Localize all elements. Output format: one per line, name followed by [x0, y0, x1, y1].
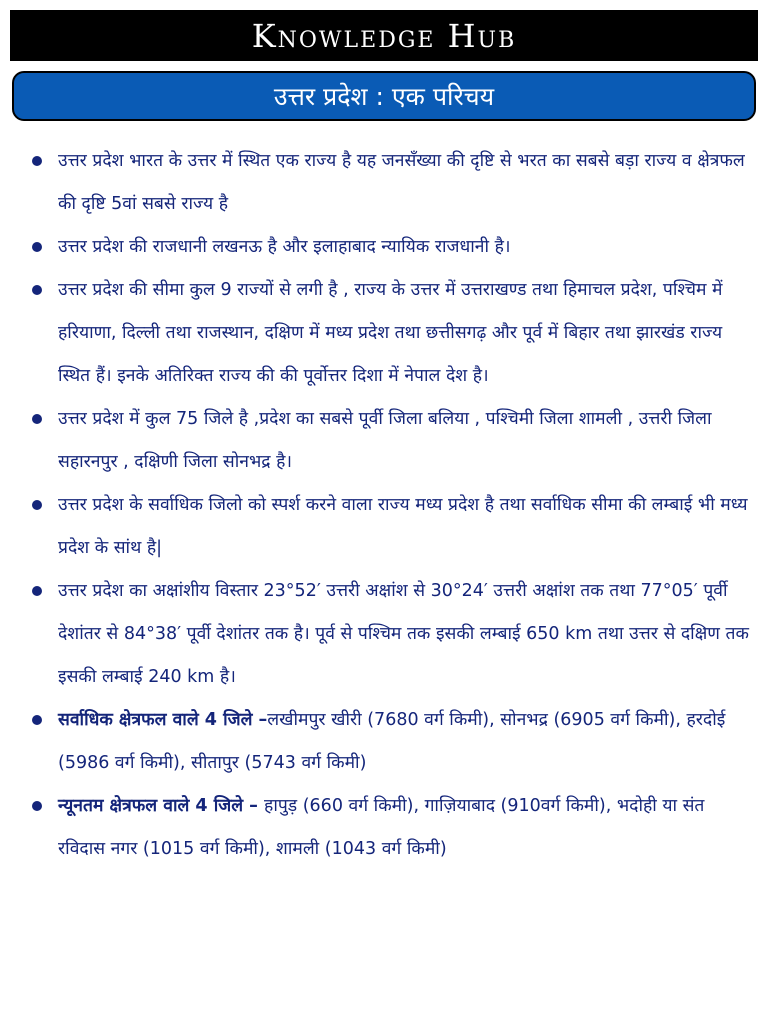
list-item [30, 785, 750, 871]
item-text: हापुड़ (660 वर्ग किमी), गाज़ियाबाद (910वर्ग किमी), भदोही या संत रविदास नगर (1015 वर्ग किमी), शामली (1043 वर्ग किमी) [58, 796, 705, 859]
bullet-icon [32, 156, 42, 166]
item-heading: सर्वाधिक क्षेत्रफल वाले 4 जिले – [58, 710, 268, 730]
bullet-icon [32, 801, 42, 811]
item-text: उत्तर प्रदेश भारत के उत्तर में स्थित एक राज्य है यह जनसँख्या की दृष्टि से भरत का सबसे बड़ा राज्य व क्षेत्रफल की दृष्टि 5वां सबसे राज्य है [58, 151, 745, 214]
fact-list [30, 140, 750, 871]
bullet-icon [32, 285, 42, 295]
bullet-icon [32, 586, 42, 596]
header-bar [10, 10, 758, 61]
bullet-icon [32, 414, 42, 424]
item-text: लखीमपुर खीरी (7680 वर्ग किमी), सोनभद्र (6905 वर्ग किमी), हरदोई (5986 वर्ग किमी), सीतापुर (5743 वर्ग किमी) [58, 710, 726, 773]
list-item [30, 484, 750, 570]
list-item [30, 699, 750, 785]
list-item [30, 570, 750, 699]
header-title: Knowledge Hub [251, 16, 517, 55]
bullet-icon [32, 242, 42, 252]
list-item [30, 269, 750, 398]
list-item [30, 398, 750, 484]
page-title: उत्तर प्रदेश : एक परिचय [273, 82, 495, 111]
list-item [30, 226, 750, 269]
item-text: उत्तर प्रदेश में कुल 75 जिले है ,प्रदेश का सबसे पूर्वी जिला बलिया , पश्चिमी जिला शामली , उत्तरी जिला सहारनपुर , दक्षिणी जिला सोनभद्र है। [58, 409, 712, 472]
item-heading: न्यूनतम क्षेत्रफल वाले 4 जिले – [58, 796, 265, 816]
subtitle-banner [12, 71, 756, 121]
item-text: उत्तर प्रदेश की राजधानी लखनऊ है और इलाहाबाद न्यायिक राजधानी है। [58, 237, 511, 257]
item-text: उत्तर प्रदेश का अक्षांशीय विस्तार 23°52′ उत्तरी अक्षांश से 30°24′ उत्तरी अक्षांश तक तथा 77°05′ पूर्वी देशांतर से 84°38′ पूर्वी देशांतर तक है। पूर्व से पश्चिम तक इसकी लम्बाई 650 km तथा उत्तर से दक्षिण तक इसकी लम्बाई 240 km है। [58, 581, 749, 687]
bullet-icon [32, 500, 42, 510]
item-text: उत्तर प्रदेश के सर्वाधिक जिलो को स्पर्श करने वाला राज्य मध्य प्रदेश है तथा सर्वाधिक सीमा की लम्बाई भी मध्य प्रदेश के सांथ है| [58, 495, 748, 558]
list-item [30, 140, 750, 226]
bullet-icon [32, 715, 42, 725]
item-text: उत्तर प्रदेश की सीमा कुल 9 राज्यों से लगी है , राज्य के उत्तर में उत्तराखण्ड तथा हिमाचल प्रदेश, पश्चिम में हरियाणा, दिल्ली तथा राजस्थान, दक्षिण में मध्य प्रदेश तथा छत्तीसगढ़ और पूर्व में बिहार तथा झारखंड राज्य स्थित हैं। इनके अतिरिक्त राज्य की की पूर्वोत्तर दिशा में नेपाल देश है। [58, 280, 723, 386]
